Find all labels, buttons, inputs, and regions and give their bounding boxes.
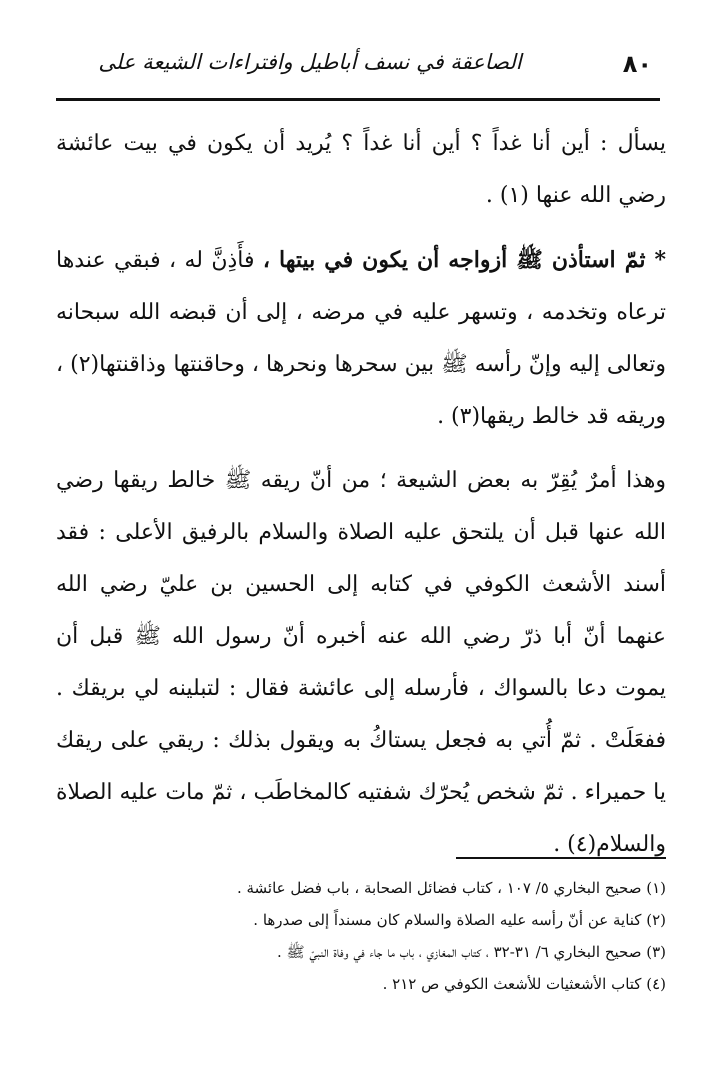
footnote-2: (٢) كناية عن أنّ رأسه عليه الصلاة والسلام كان مسنداً إلى صدرها . (253, 911, 666, 929)
header-rule (56, 98, 660, 101)
running-title: الصاعقة في نسف أباطيل وافتراءات الشيعة على (98, 50, 522, 74)
footnotes (56, 872, 666, 1000)
footnote-4: (٤) كتاب الأشعثيات للأشعث الكوفي ص ٢١٢ . (382, 975, 666, 993)
paragraph-3: وهذا أمرٌ يُقِرّ به بعض الشيعة ؛ من أنّ ريقه ﷺ خالط ريقها رضي الله عنها قبل أن يلتحق عليه الصلاة والسلام بالرفيق الأعلى : فقد أسند الأشعث الكوفي في كتابه إلى الحسين بن عليّ رضي الله عنهما أنّ أبا ذرّ رضي الله عنه أخبره أنّ رسول الله ﷺ قبل أن يموت دعا بالسواك ، فأرسله إلى عائشة فقال : لتبلينه لي بريقك . ففعَلَتْ . ثمّ أُتي به فجعل يستاكُ به ويقول بذلك : ريقي على ريقك يا حميراء . ثمّ شخص يُحرّك شفتيه كالمخاطَب ، ثمّ مات عليه الصلاة والسلام(٤) . (56, 468, 666, 857)
footnote-1: (١) صحيح البخاري ٥/ ١٠٧ ، كتاب فضائل الصحابة ، باب فضل عائشة . (236, 879, 666, 897)
paragraph-2-rest: فأَذِنَّ له ، فبقي عندها ترعاه وتخدمه ، وتسهر عليه في مرضه ، إلى أن قبضه الله سبحانه وتعالى إليه وإنّ رأسه ﷺ بين سحرها ونحرها ، وحاقنتها وذاقنتها(٢) ، وريقه قد خالط ريقها(٣) . (56, 248, 666, 429)
page-header (56, 44, 660, 88)
paragraph-1: يسأل : أين أنا غداً ؟ أين أنا غداً ؟ يُريد أن يكون في بيت عائشة رضي الله عنها (١) . (56, 131, 666, 208)
footnote-separator (456, 857, 666, 859)
page-number: ٨٠ (622, 50, 652, 78)
paragraph-2 (56, 234, 666, 443)
paragraph-2-bold: * ثمّ استأذن ﷺ أزواجه أن يكون في بيتها ، (262, 247, 667, 273)
main-text (56, 118, 666, 883)
footnote-3: (٣) صحيح البخاري ٦/ ٣١-٣٢ ، كتاب المغازي ، باب ما جاء في وفاة النبيّ ﷺ . (277, 943, 666, 961)
